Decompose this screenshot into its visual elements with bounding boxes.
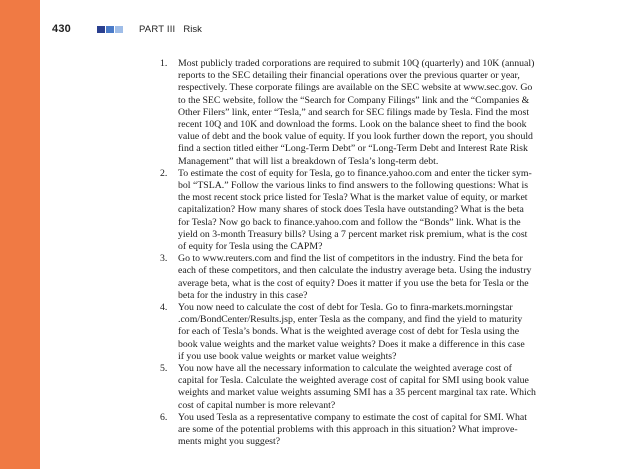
question-item [160,168,582,253]
question-number: 1. [160,58,168,69]
dark-blue-square [97,26,105,33]
question-item [160,58,582,168]
page-number: 430 [52,23,71,35]
question-text: You now have all the necessary information to calculate the weighted average cost of capital for Tesla. Calculate the weighted average cost of capital for SMI using book value weights and market value weights assuming SMI has a 35 percent marginal tax rate. Which cost of capital number is more relevant? [178,363,536,411]
question-list [160,58,582,449]
question-item [160,302,582,363]
light-blue-square [115,26,123,33]
book-page [40,0,640,469]
question-item [160,253,582,302]
question-number: 2. [160,167,168,179]
question-text: Most publicly traded corporations are required to submit 10Q (quarterly) and 10K (annual) reports to the SEC detailing their financial operations over the previous quarter or year, respectively. These corporate filings are available on the SEC website at www.sec.gov. Go to the SEC website, follow the “Search for Company Filings” link and the “Companies & Other Filers” link, enter “Tesla,” and search for SEC filings made by Tesla. Find the most recent 10Q and 10K and download the forms. Look on the balance sheet to find the book value of debt and the book value of equity. If you look further down the report, you should find a section titled either “Long-Term Debt” or “Long-Term Debt and Interest Rate Risk Management” that will list a breakdown of Tesla’s long-term debt. [178,58,535,167]
question-number: 3. [160,253,168,265]
question-number: 6. [160,411,168,423]
question-item [160,412,582,449]
header-decoration-squares [97,26,123,33]
question-text: Go to www.reuters.com and find the list of competitors in the industry. Find the beta for each of these competitors, and then calculate the industry average beta. Using the industry average beta, what is the cost of equity? Does it matter if you use the beta for Tesla or the beta for the industry in this case? [178,253,532,301]
mid-blue-square [106,26,114,33]
question-number: 5. [160,363,168,375]
question-text: You now need to calculate the cost of debt for Tesla. Go to finra-markets.morningstar .com/BondCenter/Results.jsp, enter Tesla as the company, and find the yield to maturity for each of Tesla’s bonds. What is the weighted average cost of debt for Tesla using the book value weights and the market value weights? Does it make a difference in this case if you use book value weights or market value weights? [178,302,525,362]
question-text: You used Tesla as a representative company to estimate the cost of capital for SMI. What are some of the potential problems with this approach in this situation? What improve- ments might you suggest? [178,411,527,448]
question-number: 4. [160,302,168,314]
page-header [52,22,202,36]
question-item [160,363,582,412]
part-label: PART III [138,23,176,35]
side-color-bar [0,0,40,469]
question-text: To estimate the cost of equity for Tesla, go to finance.yahoo.com and enter the ticker sym- bol “TSLA.” Follow the various links to find answers to the following questions: What is the most recent stock price listed for Tesla? What is the market value of equity, or market capitalization? How many shares of stock does Tesla have outstanding? What is the beta for Tesla? Now go back to finance.yahoo.com and follow the “Bonds” link. What is the yield on 3-month Treasury bills? Using a 7 percent market risk premium, what is the cost of equity for Tesla using the CAPM? [178,167,532,253]
section-label: Risk [183,23,202,35]
